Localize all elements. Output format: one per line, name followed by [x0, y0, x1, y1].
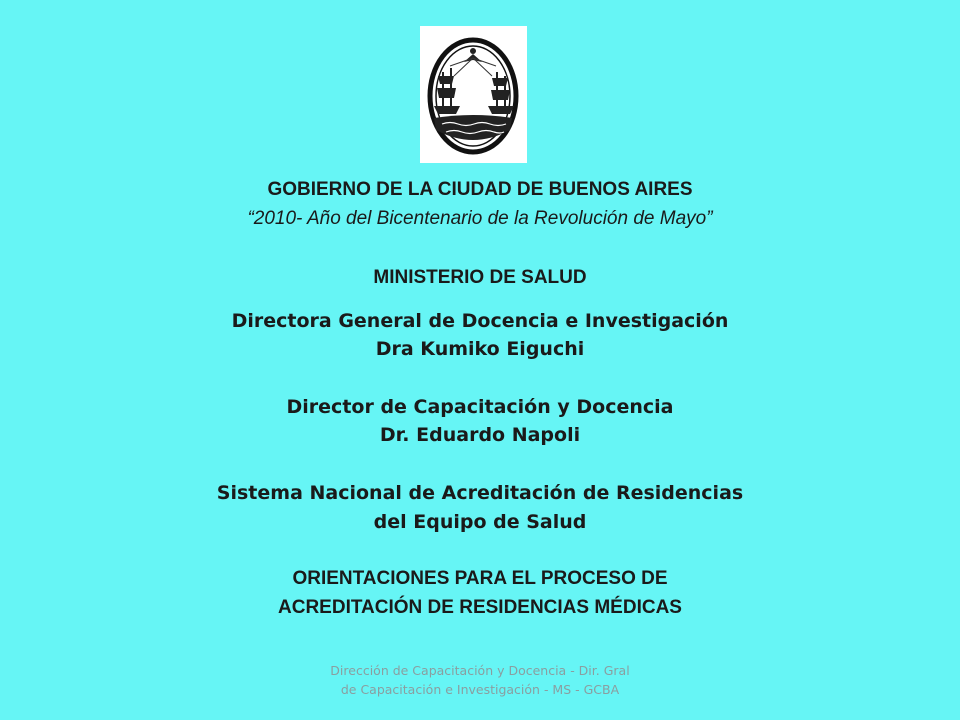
buenos-aires-coat-of-arms-icon — [420, 26, 527, 163]
year-motto: “2010- Año del Bicentenario de la Revolución de Mayo” — [247, 208, 713, 229]
system-name-line2: del Equipo de Salud — [373, 511, 587, 533]
director-general-title: Directora General de Docencia e Investigación — [231, 310, 729, 332]
ministry-name: MINISTERIO DE SALUD — [373, 267, 587, 288]
system-name-line1: Sistema Nacional de Acreditación de Residencias — [216, 482, 744, 504]
director-general-name: Dra Kumiko Eiguchi — [375, 338, 585, 360]
director-name: Dr. Eduardo Napoli — [379, 424, 581, 446]
government-name: GOBIERNO DE LA CIUDAD DE BUENOS AIRES — [267, 179, 693, 200]
footer-text: Dirección de Capacitación y Docencia - Dir. Gral de Capacitación e Investigación - MS - GCBA — [330, 663, 630, 697]
document-title-line1: ORIENTACIONES PARA EL PROCESO DE — [292, 568, 668, 589]
document-title-line2: ACREDITACIÓN DE RESIDENCIAS MÉDICAS — [278, 597, 682, 618]
coat-of-arms-seal — [420, 26, 527, 163]
director-title: Director de Capacitación y Docencia — [286, 396, 674, 418]
